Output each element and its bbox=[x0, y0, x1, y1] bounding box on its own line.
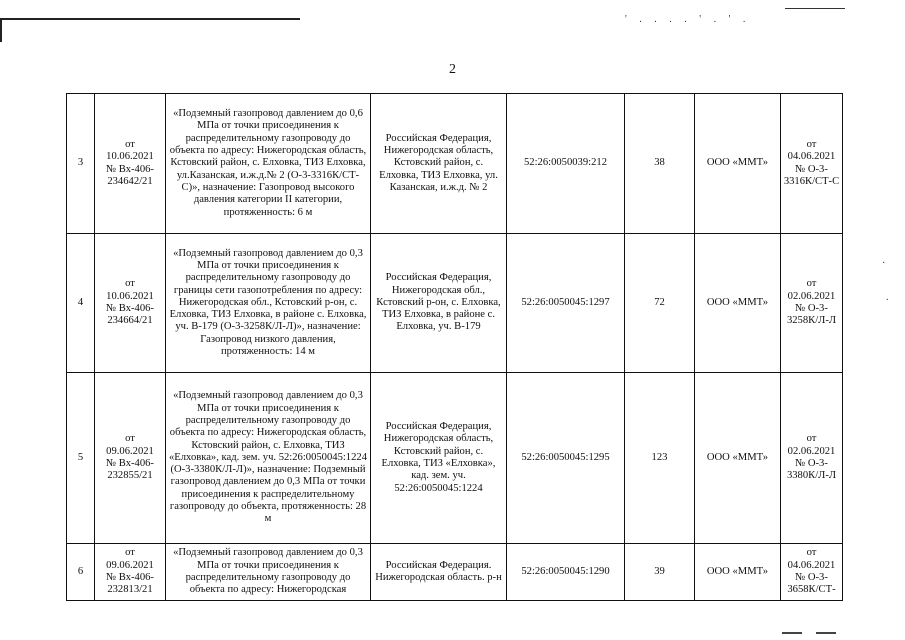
scan-dot: . bbox=[886, 292, 889, 303]
organization: ООО «ММТ» bbox=[695, 94, 781, 234]
scan-specks: ' . . . . ' . ' . bbox=[625, 14, 751, 25]
tech-date: 02.06.2021 bbox=[787, 445, 836, 457]
incoming-ref-cell bbox=[95, 94, 166, 234]
scan-artifact-dash bbox=[816, 632, 836, 634]
cadastral-number: 52:26:0050045:1290 bbox=[507, 544, 625, 601]
row-number: 4 bbox=[67, 234, 95, 373]
tech-date: 02.06.2021 bbox=[787, 290, 836, 302]
tech-from: от bbox=[806, 278, 817, 290]
row-number: 3 bbox=[67, 94, 95, 234]
object-description: «Подземный газопровод давлением до 0,3 МПа от точки присоединения к распределительному газопроводу до объекта по адресу: Нижегородская bbox=[173, 547, 363, 596]
object-address: Российская Федерация, Нижегородская область, Кстовский район, с. Елховка, ТИЗ «Елховка», кад. зем. уч. 52:26:0050045:1224 bbox=[371, 373, 507, 544]
tech-date: 04.06.2021 bbox=[787, 559, 836, 571]
page-number: 2 bbox=[449, 62, 456, 77]
tech-number: № О-3-3380К/Л-Л bbox=[786, 458, 837, 482]
table-row bbox=[67, 94, 843, 234]
row-number: 6 bbox=[67, 544, 95, 601]
incoming-ref-cell bbox=[95, 544, 166, 601]
cadastral-number: 52:26:0050045:1295 bbox=[507, 373, 625, 544]
table-row bbox=[67, 373, 843, 544]
cadastral-number: 52:26:0050039:212 bbox=[507, 94, 625, 234]
incoming-from: от bbox=[125, 138, 135, 150]
organization: ООО «ММТ» bbox=[695, 544, 781, 601]
object-description-cell bbox=[166, 544, 371, 601]
area-value: 72 bbox=[625, 234, 695, 373]
object-address: Российская Федерация, Нижегородская область, Кстовский район, с. Елховка, ТИЗ Елховка, ул. Казанская, и.ж.д. № 2 bbox=[371, 94, 507, 234]
tech-from: от bbox=[806, 547, 817, 559]
table-row bbox=[67, 544, 843, 601]
tech-conditions-cell bbox=[781, 234, 843, 373]
incoming-date: 09.06.2021 bbox=[106, 559, 154, 571]
cadastral-number: 52:26:0050045:1297 bbox=[507, 234, 625, 373]
incoming-date: 10.06.2021 bbox=[106, 151, 154, 163]
object-description: «Подземный газопровод давлением до 0,6 МПа от точки присоединения к распределительному газопроводу до объекта по адресу: Нижегородская область, Кстовский район, с. Елховка, ТИЗ Елховка, ул.Казанская, и.ж.д.№ 2 (О-3-3316К/СТ-С)», назначение: Газопровод высокого давления категории II категории, протяженность: 6 м bbox=[166, 94, 371, 234]
scan-border-top bbox=[0, 18, 300, 20]
table-row bbox=[67, 234, 843, 373]
object-address: Российская Федерация, Нижегородская обл., Кстовский р-он, с. Елховка, ТИЗ Елховка, в районе с. Елховка, уч. В-179 bbox=[371, 234, 507, 373]
area-value: 123 bbox=[625, 373, 695, 544]
incoming-from: от bbox=[125, 433, 135, 445]
tech-number: № О-3-3658К/СТ- bbox=[787, 572, 836, 596]
scan-dot: · bbox=[882, 258, 886, 269]
object-address-cell bbox=[371, 544, 507, 601]
incoming-ref-cell bbox=[95, 373, 166, 544]
organization: ООО «ММТ» bbox=[695, 234, 781, 373]
incoming-ref-cell bbox=[95, 234, 166, 373]
incoming-number: № Вх-406-234664/21 bbox=[106, 303, 154, 327]
tech-date: 04.06.2021 bbox=[787, 151, 836, 163]
incoming-from: от bbox=[125, 547, 135, 559]
object-address: Российская Федерация. Нижегородская область. р-н bbox=[375, 559, 502, 583]
registry-table bbox=[66, 93, 843, 601]
organization: ООО «ММТ» bbox=[695, 373, 781, 544]
scan-artifact-dash bbox=[782, 632, 802, 634]
incoming-from: от bbox=[125, 278, 135, 290]
area-value: 39 bbox=[625, 544, 695, 601]
tech-number: № О-3-3258К/Л-Л bbox=[786, 303, 837, 327]
tech-number: № О-3-3316К/СТ-С bbox=[783, 163, 840, 187]
tech-conditions-cell bbox=[781, 373, 843, 544]
tech-conditions-cell bbox=[781, 94, 843, 234]
row-number: 5 bbox=[67, 373, 95, 544]
area-value: 38 bbox=[625, 94, 695, 234]
tech-conditions-cell bbox=[781, 544, 843, 601]
object-description: «Подземный газопровод давлением до 0,3 МПа от точки присоединения к распределительному газопроводу до объекта по адресу: Нижегородская область, Кстовский район, с. Елховка, ТИЗ «Елховка», кад. зем. уч. 52:26:0050045:1224 (О-3-3380К/Л-Л)», назначение: Подземный газопровод давлением до 0,3 МПа от точки присоединения к распределительному газопроводу до объекта, протяженность: 28 м bbox=[166, 373, 371, 544]
incoming-number: № Вх-406-232855/21 bbox=[106, 458, 154, 482]
incoming-number: № Вх-406-232813/21 bbox=[106, 572, 154, 596]
tech-from: от bbox=[806, 433, 817, 445]
object-description: «Подземный газопровод давлением до 0,3 МПа от точки присоединения к распределительному газопроводу до границы сети газопотребления по адресу: Нижегородская обл., Кстовский р-он, с. Елховка, ТИЗ Елховка, в районе с. Елховка, уч. В-179 (О-3-3258К/Л-Л)», назначение: Газопровод низкого давления, протяженность: 14 м bbox=[166, 234, 371, 373]
scan-border-left bbox=[0, 18, 2, 42]
incoming-number: № Вх-406-234642/21 bbox=[106, 163, 154, 187]
incoming-date: 10.06.2021 bbox=[106, 290, 154, 302]
tech-from: от bbox=[806, 138, 817, 150]
scan-artifact-line bbox=[785, 8, 845, 9]
incoming-date: 09.06.2021 bbox=[106, 445, 154, 457]
